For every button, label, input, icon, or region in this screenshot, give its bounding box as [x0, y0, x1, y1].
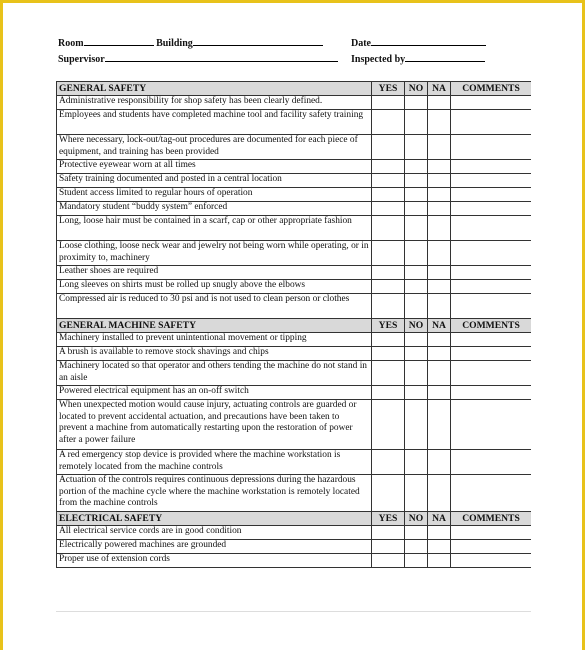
- yes-checkbox-cell[interactable]: [372, 540, 405, 554]
- section-title: GENERAL MACHINE SAFETY: [57, 319, 372, 333]
- checklist-row: [57, 540, 532, 554]
- yes-checkbox-cell[interactable]: [372, 294, 405, 319]
- column-header-no: NO: [405, 319, 428, 333]
- checklist-item-text: Employees and students have completed machine tool and facility safety training: [57, 110, 372, 135]
- comments-cell[interactable]: [451, 96, 532, 110]
- checklist-row: [57, 202, 532, 216]
- checklist-row: [57, 266, 532, 280]
- checklist-row: [57, 241, 532, 266]
- checklist-item-text: Loose clothing, loose neck wear and jewelry not being worn while operating, or in proximity to, machinery: [57, 241, 372, 266]
- yes-checkbox-cell[interactable]: [372, 174, 405, 188]
- column-header-no: NO: [405, 512, 428, 526]
- yes-checkbox-cell[interactable]: [372, 202, 405, 216]
- inspected-group: [351, 52, 485, 65]
- checklist-item-text: Long, loose hair must be contained in a scarf, cap or other appropriate fashion: [57, 216, 372, 241]
- comments-cell[interactable]: [451, 241, 532, 266]
- yes-checkbox-cell[interactable]: [372, 475, 405, 512]
- checklist-item-text: Machinery installed to prevent unintentional movement or tipping: [57, 333, 372, 347]
- comments-cell[interactable]: [451, 216, 532, 241]
- na-checkbox-cell[interactable]: [428, 188, 451, 202]
- column-header-comments: COMMENTS: [451, 82, 532, 96]
- column-header-comments: COMMENTS: [451, 512, 532, 526]
- no-checkbox-cell[interactable]: [405, 174, 428, 188]
- yes-checkbox-cell[interactable]: [372, 333, 405, 347]
- comments-cell[interactable]: [451, 526, 532, 540]
- section-title: ELECTRICAL SAFETY: [57, 512, 372, 526]
- checklist-item-text: Safety training documented and posted in a central location: [57, 174, 372, 188]
- no-checkbox-cell[interactable]: [405, 188, 428, 202]
- na-checkbox-cell[interactable]: [428, 266, 451, 280]
- yes-checkbox-cell[interactable]: [372, 280, 405, 294]
- yes-checkbox-cell[interactable]: [372, 526, 405, 540]
- column-header-yes: YES: [372, 512, 405, 526]
- comments-cell[interactable]: [451, 294, 532, 319]
- section-header-row: [57, 319, 532, 333]
- checklist-row: [57, 475, 532, 512]
- yes-checkbox-cell[interactable]: [372, 450, 405, 475]
- checklist-row: [57, 333, 532, 347]
- na-checkbox-cell[interactable]: [428, 526, 451, 540]
- checklist-item-text: Electrically powered machines are grounded: [57, 540, 372, 554]
- na-checkbox-cell[interactable]: [428, 294, 451, 319]
- checklist-item-text: Protective eyewear worn at all times: [57, 160, 372, 174]
- section-header-row: [57, 512, 532, 526]
- no-checkbox-cell[interactable]: [405, 526, 428, 540]
- no-checkbox-cell[interactable]: [405, 361, 428, 386]
- supervisor-label: Supervisor: [58, 54, 105, 65]
- na-checkbox-cell[interactable]: [428, 216, 451, 241]
- checklist-item-text: Long sleeves on shirts must be rolled up snugly above the elbows: [57, 280, 372, 294]
- comments-cell[interactable]: [451, 160, 532, 174]
- inspected-field[interactable]: [405, 52, 485, 62]
- checklist-item-text: Administrative responsibility for shop safety has been clearly defined.: [57, 96, 372, 110]
- na-checkbox-cell[interactable]: [428, 202, 451, 216]
- yes-checkbox-cell[interactable]: [372, 96, 405, 110]
- room-field[interactable]: [84, 36, 154, 46]
- yes-checkbox-cell[interactable]: [372, 361, 405, 386]
- no-checkbox-cell[interactable]: [405, 554, 428, 568]
- checklist-item-text: Powered electrical equipment has an on-off switch: [57, 386, 372, 400]
- yes-checkbox-cell[interactable]: [372, 266, 405, 280]
- yes-checkbox-cell[interactable]: [372, 216, 405, 241]
- supervisor-field[interactable]: [105, 52, 338, 62]
- checklist-row: [57, 216, 532, 241]
- comments-cell[interactable]: [451, 475, 532, 512]
- building-label: Building: [156, 38, 193, 49]
- checklist-sheet: [56, 81, 531, 612]
- column-header-yes: YES: [372, 82, 405, 96]
- no-checkbox-cell[interactable]: [405, 386, 428, 400]
- checklist-item-text: Proper use of extension cords: [57, 554, 372, 568]
- na-checkbox-cell[interactable]: [428, 241, 451, 266]
- checklist-row: [57, 554, 532, 568]
- checklist-item-text: Actuation of the controls requires continuous depressions during the hazardous portion of the machine cycle where the machine workstation is remotely located from the machine controls: [57, 475, 372, 512]
- checklist-row: [57, 526, 532, 540]
- yes-checkbox-cell[interactable]: [372, 110, 405, 135]
- yes-checkbox-cell[interactable]: [372, 554, 405, 568]
- yes-checkbox-cell[interactable]: [372, 135, 405, 160]
- yes-checkbox-cell[interactable]: [372, 241, 405, 266]
- comments-cell[interactable]: [451, 450, 532, 475]
- checklist-item-text: A brush is available to remove stock shavings and chips: [57, 347, 372, 361]
- column-header-na: NA: [428, 82, 451, 96]
- comments-cell[interactable]: [451, 110, 532, 135]
- no-checkbox-cell[interactable]: [405, 540, 428, 554]
- na-checkbox-cell[interactable]: [428, 110, 451, 135]
- date-field[interactable]: [371, 36, 486, 46]
- building-field[interactable]: [193, 36, 323, 46]
- na-checkbox-cell[interactable]: [428, 347, 451, 361]
- room-label: Room: [58, 38, 84, 49]
- comments-cell[interactable]: [451, 188, 532, 202]
- checklist-row: [57, 110, 532, 135]
- no-checkbox-cell[interactable]: [405, 280, 428, 294]
- section-title: GENERAL SAFETY: [57, 82, 372, 96]
- header-row-1: [58, 36, 323, 49]
- yes-checkbox-cell[interactable]: [372, 160, 405, 174]
- checklist-body: [57, 82, 532, 568]
- no-checkbox-cell[interactable]: [405, 241, 428, 266]
- checklist-row: [57, 400, 532, 450]
- no-checkbox-cell[interactable]: [405, 333, 428, 347]
- section-header-row: [57, 82, 532, 96]
- na-checkbox-cell[interactable]: [428, 400, 451, 450]
- checklist-row: [57, 280, 532, 294]
- na-checkbox-cell[interactable]: [428, 96, 451, 110]
- date-group: [351, 36, 486, 49]
- na-checkbox-cell[interactable]: [428, 475, 451, 512]
- yes-checkbox-cell[interactable]: [372, 347, 405, 361]
- no-checkbox-cell[interactable]: [405, 266, 428, 280]
- bottom-fade: [56, 589, 531, 611]
- comments-cell[interactable]: [451, 400, 532, 450]
- yes-checkbox-cell[interactable]: [372, 386, 405, 400]
- no-checkbox-cell[interactable]: [405, 202, 428, 216]
- inspected-label: Inspected by: [351, 54, 406, 65]
- column-header-yes: YES: [372, 319, 405, 333]
- na-checkbox-cell[interactable]: [428, 135, 451, 160]
- yes-checkbox-cell[interactable]: [372, 188, 405, 202]
- column-header-comments: COMMENTS: [451, 319, 532, 333]
- checklist-item-text: Compressed air is reduced to 30 psi and is not used to clean person or clothes: [57, 294, 372, 319]
- column-header-na: NA: [428, 319, 451, 333]
- na-checkbox-cell[interactable]: [428, 160, 451, 174]
- checklist-row: [57, 361, 532, 386]
- column-header-na: NA: [428, 512, 451, 526]
- checklist-item-text: All electrical service cords are in good condition: [57, 526, 372, 540]
- comments-cell[interactable]: [451, 280, 532, 294]
- column-header-no: NO: [405, 82, 428, 96]
- comments-cell[interactable]: [451, 202, 532, 216]
- checklist-row: [57, 347, 532, 361]
- comments-cell[interactable]: [451, 347, 532, 361]
- checklist-row: [57, 450, 532, 475]
- comments-cell[interactable]: [451, 554, 532, 568]
- na-checkbox-cell[interactable]: [428, 333, 451, 347]
- no-checkbox-cell[interactable]: [405, 96, 428, 110]
- checklist-row: [57, 160, 532, 174]
- checklist-row: [57, 174, 532, 188]
- no-checkbox-cell[interactable]: [405, 450, 428, 475]
- checklist-row: [57, 96, 532, 110]
- date-label: Date: [351, 38, 371, 49]
- comments-cell[interactable]: [451, 386, 532, 400]
- na-checkbox-cell[interactable]: [428, 361, 451, 386]
- na-checkbox-cell[interactable]: [428, 450, 451, 475]
- no-checkbox-cell[interactable]: [405, 400, 428, 450]
- na-checkbox-cell[interactable]: [428, 554, 451, 568]
- checklist-table: [56, 81, 531, 568]
- na-checkbox-cell[interactable]: [428, 386, 451, 400]
- checklist-row: [57, 135, 532, 160]
- no-checkbox-cell[interactable]: [405, 475, 428, 512]
- checklist-item-text: Student access limited to regular hours of operation: [57, 188, 372, 202]
- checklist-row: [57, 386, 532, 400]
- no-checkbox-cell[interactable]: [405, 347, 428, 361]
- comments-cell[interactable]: [451, 333, 532, 347]
- na-checkbox-cell[interactable]: [428, 174, 451, 188]
- checklist-item-text: Where necessary, lock-out/tag-out procedures are documented for each piece of equipment, and training has been provided: [57, 135, 372, 160]
- checklist-row: [57, 188, 532, 202]
- checklist-item-text: A red emergency stop device is provided where the machine workstation is remotely located from the machine controls: [57, 450, 372, 475]
- no-checkbox-cell[interactable]: [405, 160, 428, 174]
- na-checkbox-cell[interactable]: [428, 280, 451, 294]
- comments-cell[interactable]: [451, 540, 532, 554]
- comments-cell[interactable]: [451, 266, 532, 280]
- na-checkbox-cell[interactable]: [428, 540, 451, 554]
- checklist-item-text: Mandatory student “buddy system” enforced: [57, 202, 372, 216]
- no-checkbox-cell[interactable]: [405, 216, 428, 241]
- no-checkbox-cell[interactable]: [405, 294, 428, 319]
- header-row-2: [58, 52, 338, 65]
- comments-cell[interactable]: [451, 135, 532, 160]
- no-checkbox-cell[interactable]: [405, 110, 428, 135]
- comments-cell[interactable]: [451, 361, 532, 386]
- checklist-item-text: Machinery located so that operator and others tending the machine do not stand in an aisle: [57, 361, 372, 386]
- checklist-item-text: Leather shoes are required: [57, 266, 372, 280]
- comments-cell[interactable]: [451, 174, 532, 188]
- no-checkbox-cell[interactable]: [405, 135, 428, 160]
- checklist-row: [57, 294, 532, 319]
- yes-checkbox-cell[interactable]: [372, 400, 405, 450]
- checklist-item-text: When unexpected motion would cause injury, actuating controls are guarded or located to prevent accidental actuation, and precautions have been taken to prevent a machine from automatically restarting upon the restoration of power after a power failure: [57, 400, 372, 450]
